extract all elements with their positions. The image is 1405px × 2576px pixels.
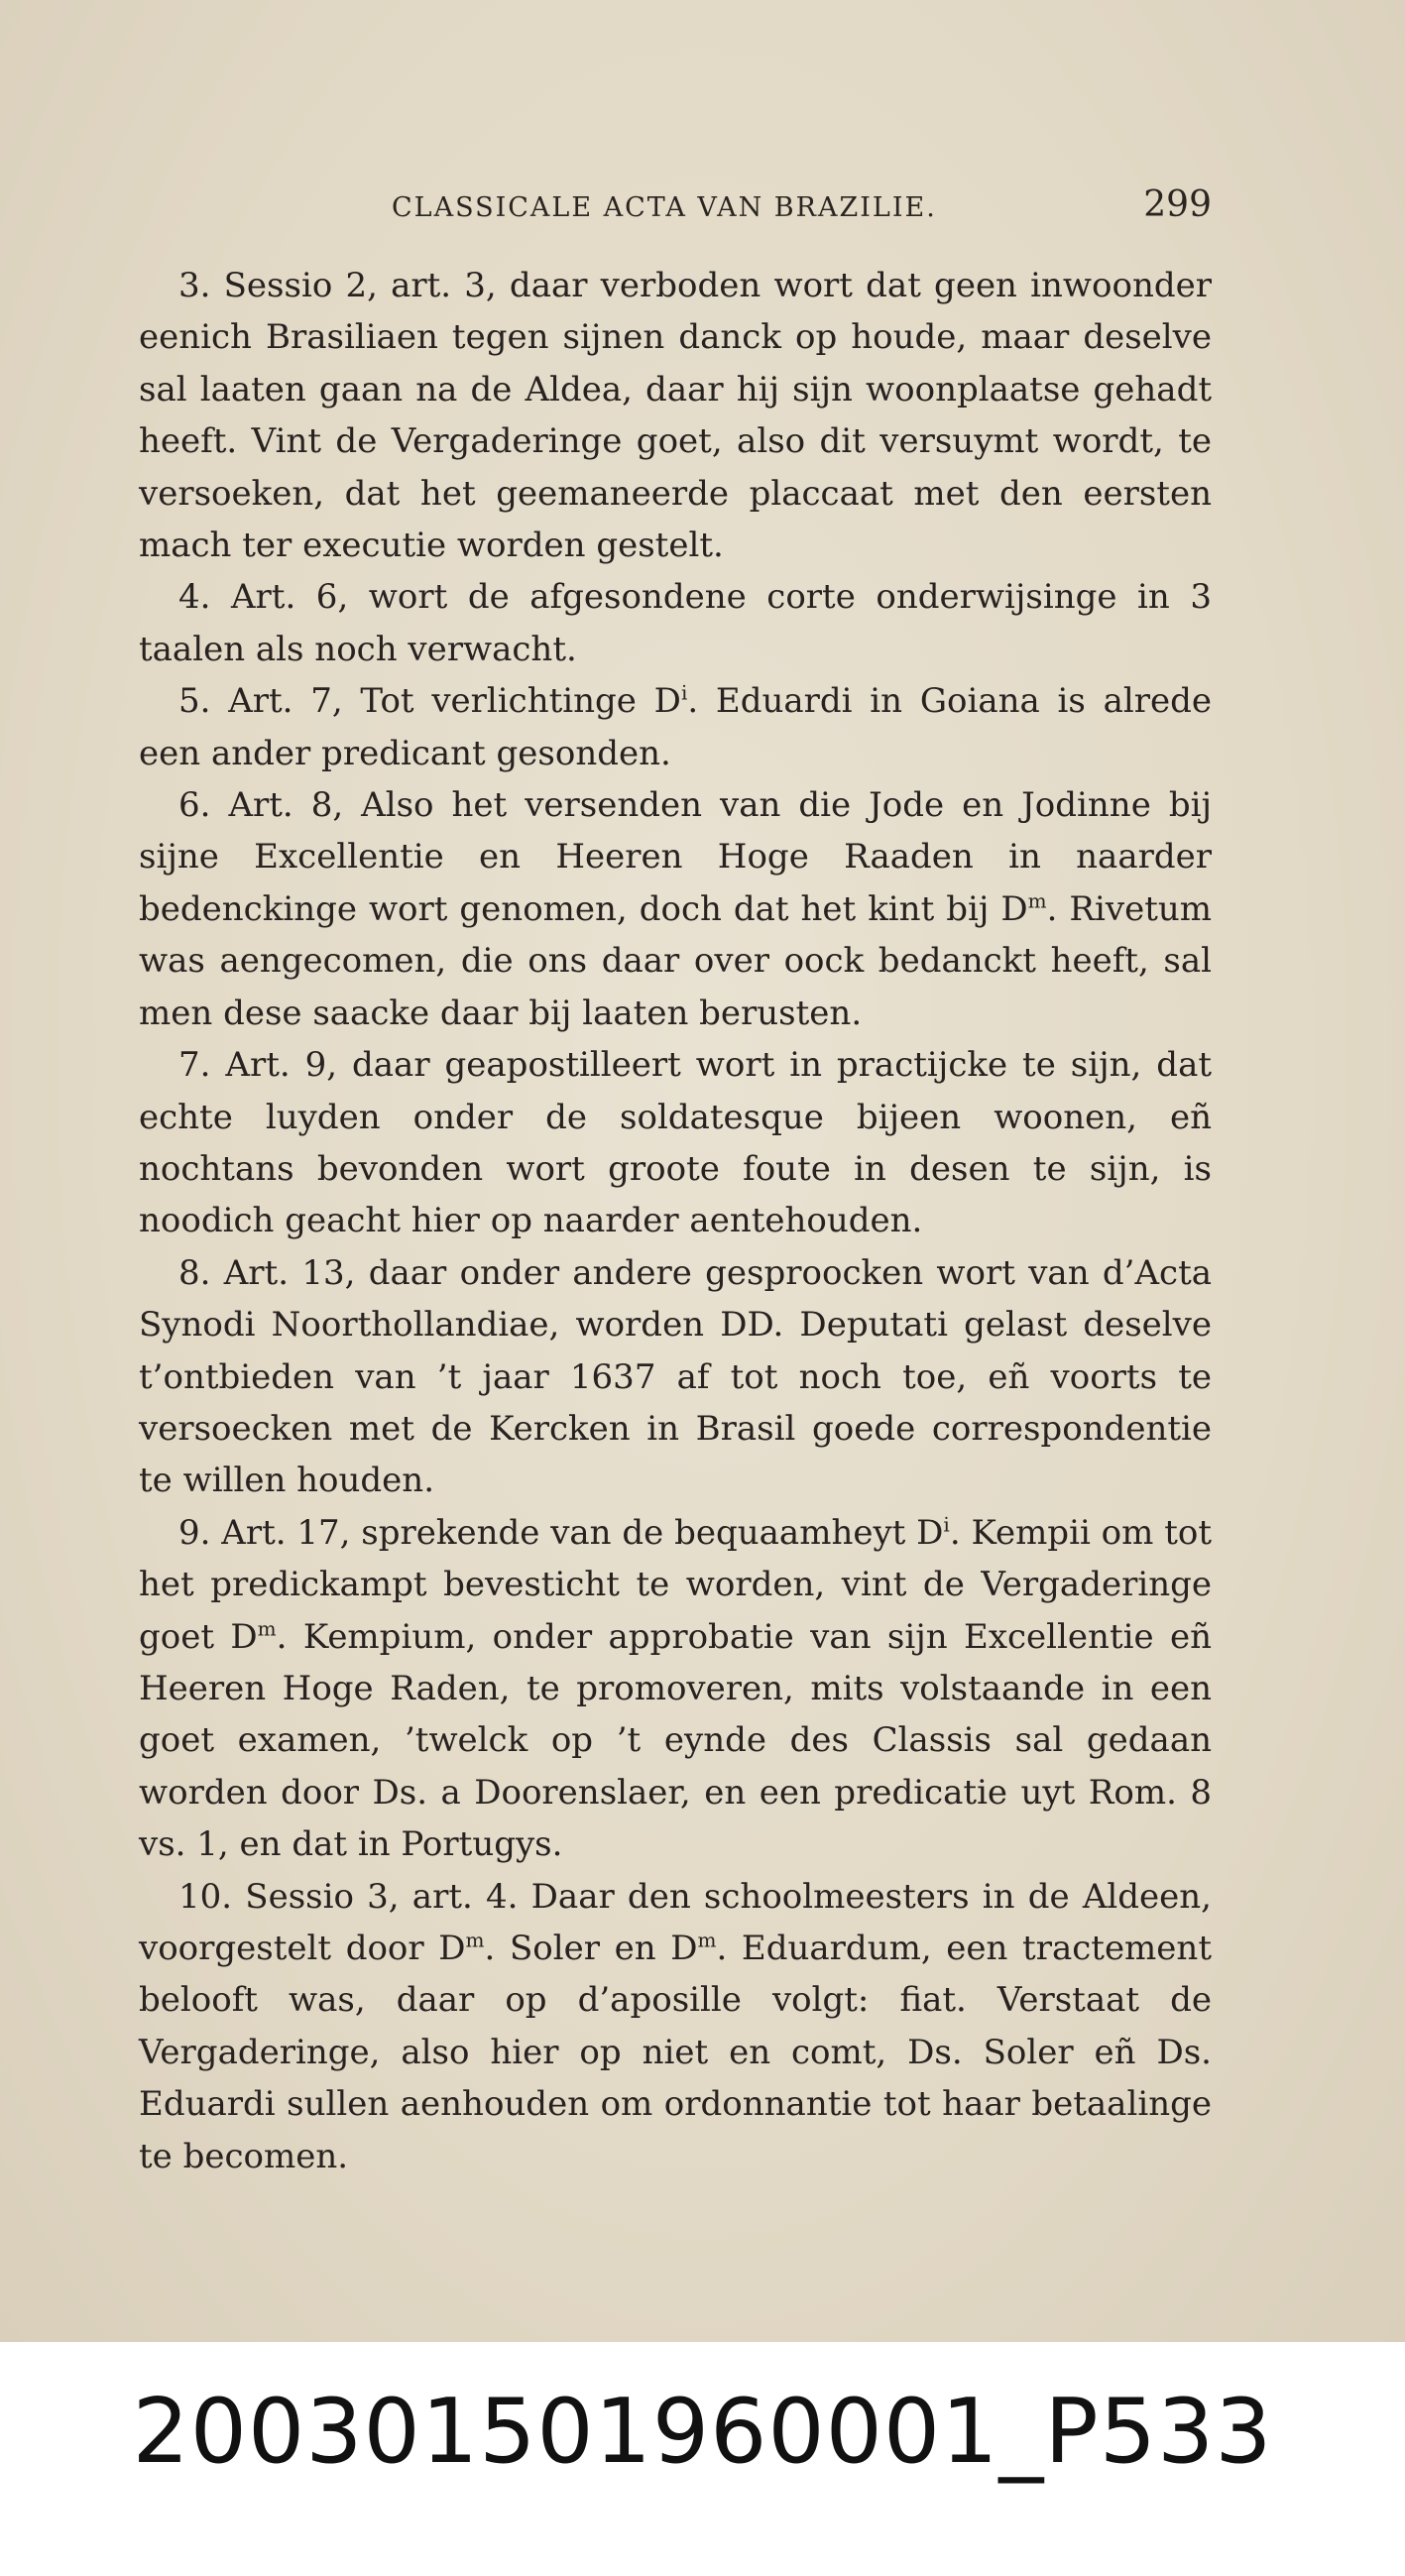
running-head [139,182,1212,232]
text-run: 8. Art. 13, daar onder andere gesproocken wort van d’Acta Synodi Noorthollandiae, worden DD. Deputati gelast deselve t’ontbieden van ’t jaar 1637 af tot noch toe, eñ voorts te versoecken met de Kercken in Brasil goede correspondentie te willen houden. [139,1252,1212,1501]
text-run: 9. Art. 17, sprekende van de bequaamheyt D [178,1512,944,1553]
paragraph-5 [139,1039,1212,1247]
paragraph-1 [139,260,1212,571]
paragraph-3 [139,675,1212,779]
paragraph-8 [139,1871,1212,2182]
footer-label: 200301501960001_P533 [132,2380,1273,2484]
text-run: . Eduardi in Goiana is alrede een ander predicant gesonden. [139,681,1212,773]
text-run: . Kempium, onder approbatie van sijn Excellentie eñ Heeren Hoge Raden, te promoveren, mits volstaande in een goet examen, ’twelck op ’t eynde des Classis sal gedaan worden door Ds. a Doorenslaer, en een predicatie uyt Rom. 8 vs. 1, en dat in Portugys. [139,1616,1212,1865]
text-run: . Kempii om tot het predickampt bevesticht te worden, vint de Vergaderinge goet D [139,1512,1212,1657]
text-run: . Soler en D [484,1929,698,1968]
text-run: 4. Art. 6, wort de afgesondene corte onderwijsinge in 3 taalen als noch verwacht. [139,577,1212,669]
text-run: 6. Art. 8, Also het versenden van die Jode en Jodinne bij sijne Excellentie en Heeren Hoge Raaden in naarder bedenckinge wort genomen, doch dat het kint bij D [139,785,1212,929]
text-run: . Eduardum, een tractement belooft was, daar op d’aposille volgt: fiat. Verstaat de Vergaderinge, also hier op niet en comt, Ds. Soler eñ Ds. Eduardi sullen aenhouden om ordonnantie tot haar betaalinge te becomen. [139,1929,1212,2176]
text-run: 5. Art. 7, Tot verlichtinge D [178,681,681,722]
paragraph-4 [139,779,1212,1039]
text-run: 7. Art. 9, daar geapostilleert wort in practijcke te sijn, dat echte luyden onder de soldatesque bijeen woonen, eñ nochtans bevonden wort groote foute in desen te sijn, is noodich geacht hier op naarder aentehouden. [139,1045,1212,1241]
superscript: m [465,1928,485,1952]
running-title: CLASSICALE ACTA VAN BRAZILIE. [392,192,937,223]
superscript: m [1027,888,1047,913]
text-run: 3. Sessio 2, art. 3, daar verboden wort dat geen inwoonder eenich Brasiliaen tegen sijnen danck op houde, maar deselve sal laaten gaan na de Aldea, daar hij sijn woonplaatse gehadt heeft. Vint de Vergaderinge goet, also dit versuymt wordt, te versoeken, dat het geemaneerde placcaat met den eersten mach ter executie worden gestelt. [139,266,1212,566]
paragraph-6 [139,1247,1212,1507]
paragraph-2 [139,571,1212,675]
superscript: m [257,1616,277,1641]
text-run: 10. Sessio 3, art. 4. Daar den schoolmeesters in de Aldeen, voorgestelt door D [139,1876,1212,1968]
superscript: m [697,1928,717,1952]
page-number: 299 [1143,184,1212,225]
body-text [139,260,1212,2182]
superscript: i [680,680,688,705]
superscript: i [943,1512,950,1537]
paragraph-7 [139,1507,1212,1871]
footer-strip [0,2342,1405,2576]
text-run: . Rivetum was aengecomen, die ons daar over oock bedanckt heeft, sal men dese saacke daar bij laaten berusten. [139,888,1212,1033]
